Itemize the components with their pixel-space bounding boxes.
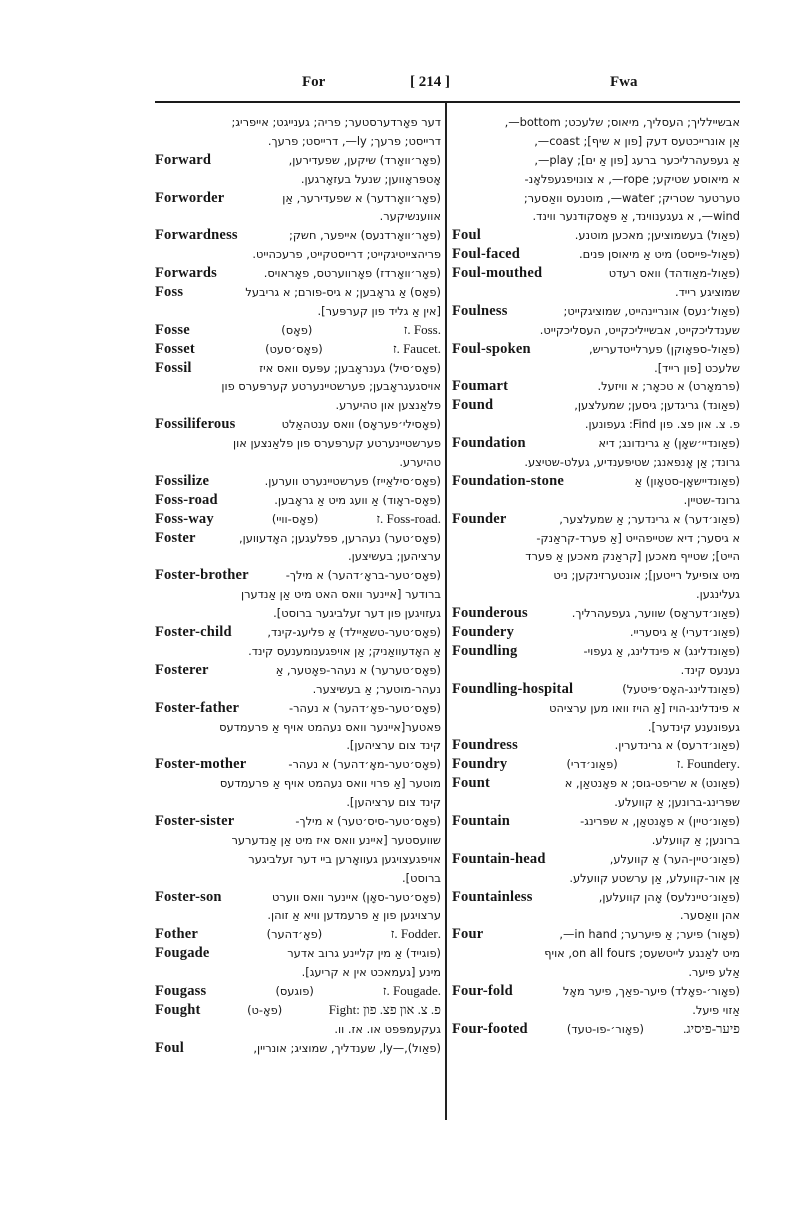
headword: Foster [155, 529, 196, 546]
definition-continuation-line [155, 736, 441, 755]
definition-continuation-line [155, 963, 441, 982]
dictionary-entry-line [452, 396, 740, 415]
yiddish-definition: נעהר-מוטער; אַ בעשיצער. [312, 681, 441, 696]
yiddish-definition: (פאַונ׳דרי) [566, 757, 618, 772]
headword: Foster-father [155, 699, 240, 716]
dictionary-entry-line [155, 415, 441, 434]
headword: Foundry [452, 756, 508, 773]
yiddish-definition: (פאַונדלינג-האָס׳פּיטעל) [622, 681, 740, 696]
definition-continuation-line [452, 661, 740, 680]
definition-continuation-line [452, 906, 740, 925]
headword: Forward [155, 151, 212, 168]
yiddish-definition: (פאָס) [281, 322, 313, 337]
yiddish-definition: (פאָס׳טער-פאָ׳דהער) א נעהר- [288, 700, 441, 715]
dictionary-entry-line [452, 736, 740, 755]
yiddish-definition: (פאָר׳וואָרדז) פאָרווערטס, פאָראויס. [263, 266, 441, 281]
definition-continuation-line [155, 642, 441, 661]
yiddish-definition: (פאָס-וויי) [271, 511, 319, 526]
yiddish-definition: (פאָס׳סילאַייז) פערשטיינערט ווערען. [264, 473, 441, 488]
yiddish-definition: (פאָס׳סיל) גענראָבען; עפּעס וואס איז [259, 360, 441, 375]
definition-continuation-line [452, 132, 740, 151]
yiddish-definition: געפונענע קינדער]. [647, 719, 740, 734]
yiddish-definition: (פרמאָרט) א טכאָר; א וויזעל. [597, 379, 740, 394]
dictionary-entry-line [452, 925, 740, 944]
yiddish-definition: (פאָס) אַ גראָבען; א גיס-פורם; א גריבעל [245, 285, 441, 300]
dictionary-entry-line [452, 302, 740, 321]
yiddish-definition: (פאַונ׳דרעס) א גרינדערין. [614, 738, 740, 753]
yiddish-definition: (פאָר׳וואָרדער) א שפעדירער, אַן [282, 190, 441, 205]
yiddish-definition: (פאָ-ט) [247, 1002, 283, 1017]
dictionary-entry-line [155, 812, 441, 831]
dictionary-entry-line [155, 661, 441, 680]
yiddish-definition: דרייסט; פרעך; ly—, דרייסט; פרעך. [267, 133, 441, 148]
yiddish-definition: אווענשיקער. [379, 209, 441, 224]
headword: Fought [155, 1001, 201, 1018]
headword: Foul [452, 227, 481, 244]
definition-continuation-line [155, 869, 441, 888]
yiddish-definition: אַן אור-קוועלע, אַן ערשטע קוועלע. [569, 870, 740, 885]
dictionary-entry-line [452, 850, 740, 869]
headword: Fountain-head [452, 850, 546, 867]
headword: Foundress [452, 737, 518, 754]
yiddish-definition: אבשיילליך; העסליך, מיאוס; שלעכט; bottom—, [504, 115, 740, 129]
dictionary-entry-line [155, 264, 441, 283]
dictionary-entry-line [155, 340, 441, 359]
yiddish-definition: פלאַנצען און טהיערע. [335, 398, 441, 413]
dictionary-entry-line [452, 774, 740, 793]
yiddish-definition: פאטער[איינער וואס נעהמט אויף אַ פרעמדעס [219, 719, 441, 734]
yiddish-definition: (פאַונדיי׳שאָן) אַ גרינדונג; דיא [598, 436, 740, 451]
definition-continuation-line [452, 189, 740, 208]
headword: Foumart [452, 378, 509, 395]
dictionary-entry-line [155, 359, 441, 378]
headword: Foul-faced [452, 246, 521, 263]
headword: Foulness [452, 302, 508, 319]
dictionary-entry-line [452, 510, 740, 529]
yiddish-definition: געלינגען. [696, 587, 740, 602]
yiddish-definition: אויסגעגראָבען; פערשטיינערטע קערפּערס פון [221, 379, 441, 394]
definition-continuation-line [452, 491, 740, 510]
dictionary-entry-line [452, 434, 740, 453]
yiddish-definition: (פאַונ׳טיינלעס) אָהן קוועלען, [598, 889, 740, 904]
definition-continuation-line [155, 793, 441, 812]
definition-continuation-line [155, 396, 441, 415]
definition-continuation-line [452, 699, 740, 718]
yiddish-definition: קינד צום ערציהען]. [346, 795, 441, 810]
definition-continuation-line [155, 774, 441, 793]
definition-continuation-line [155, 132, 441, 151]
definition-continuation-line [452, 585, 740, 604]
yiddish-definition: טהיערע. [399, 455, 441, 470]
definition-continuation-line [452, 113, 740, 132]
dictionary-entry-line [452, 472, 740, 491]
yiddish-definition: פערשטיינערטע קערפּערס פון פלאַנצען און [233, 436, 441, 451]
definition-continuation-line [452, 283, 740, 302]
definition-continuation-line [155, 245, 441, 264]
dictionary-entry-line [155, 529, 441, 548]
yiddish-definition: ברוסט]. [402, 870, 441, 885]
dictionary-entry-line [155, 1039, 441, 1058]
yiddish-definition: מיט לאַנגע לייטשעס; on all fours, אויף [544, 946, 740, 961]
headword: Fother [155, 926, 199, 943]
definition-continuation-line [155, 850, 441, 869]
dictionary-entry-line [155, 982, 441, 1001]
yiddish-definition: פריהצייטיגקייט; דרייסטקייט, פרעכהייט. [252, 247, 441, 262]
definition-continuation-line [452, 547, 740, 566]
column-divider [445, 103, 447, 1120]
cross-reference: .Foss-road .ז [376, 510, 441, 526]
definition-continuation-line [155, 831, 441, 850]
dictionary-entry-line [452, 755, 740, 774]
definition-continuation-line [155, 453, 441, 472]
yiddish-definition: מינע [געמאכט אין א קריעג]. [301, 965, 441, 980]
yiddish-definition: גרונד-שטיין. [683, 492, 740, 507]
headword: Foundling-hospital [452, 680, 574, 697]
headword: Foster-child [155, 624, 232, 641]
headword: Foul-mouthed [452, 265, 543, 282]
definition-continuation-line [452, 415, 740, 434]
yiddish-definition: דער פאָרדערסטער; פריה; גענייגט; אייפריג; [231, 115, 441, 129]
yiddish-definition: (פאַונ׳דעראָס) שווער, געפעהרליך. [571, 606, 740, 621]
headword: Fosse [155, 321, 190, 338]
yiddish-definition: ערצויגען פון אַ פרעמדען וויא אַ זוהן. [267, 908, 441, 923]
headword: Four-footed [452, 1020, 528, 1037]
yiddish-definition: אהן וואַסער. [679, 908, 740, 923]
definition-continuation-line [452, 718, 740, 737]
definition-continuation-line [452, 1001, 740, 1020]
dictionary-entry-line [452, 264, 740, 283]
yiddish-definition: (פאָס׳סעט) [265, 341, 323, 356]
yiddish-definition: (פוגייד) אַ מין קליינע גרוב אדער [287, 946, 441, 961]
yiddish-definition: (פאָ׳דהער) [266, 927, 323, 942]
yiddish-definition: (פאַול) בעשמוציען; מאכען מוטנע. [574, 228, 740, 243]
dictionary-entry-line [155, 888, 441, 907]
yiddish-definition: (פאַונ׳דערי) אַ גיסעריי. [629, 625, 740, 640]
yiddish-definition: (פאַול-מאַודהד) וואס רעדט [608, 266, 740, 281]
yiddish-definition: (פאַול-ספּאָוקן) פערלייטדעריש, [589, 341, 740, 356]
dictionary-entry-line [452, 642, 740, 661]
definition-continuation-line [452, 453, 740, 472]
dictionary-entry-line [452, 226, 740, 245]
yiddish-definition: שענדליכקייט, אבשייליכקייט, העסליכקייט. [539, 322, 740, 337]
headword: Foster-son [155, 888, 222, 905]
dictionary-entry-line [452, 245, 740, 264]
yiddish-definition: אַלע פיער. [688, 965, 740, 980]
dictionary-entry-line [155, 1001, 441, 1020]
definition-continuation-line [155, 718, 441, 737]
definition-continuation-line [452, 831, 740, 850]
definition-continuation-line [452, 529, 740, 548]
definition-continuation-line [155, 170, 441, 189]
headword: Four [452, 926, 484, 943]
right-guide-word: Fwa [610, 74, 638, 90]
yiddish-definition: (פאַונדיישאָן-סטאָון) אַ [634, 473, 740, 488]
yiddish-definition: ברודער [איינער וואס האט מיט אַן אַנדערן [241, 587, 441, 602]
yiddish-definition: אַ האָדעוואַניק; אַן אויפגענומענעס קינד. [248, 643, 441, 658]
definition-continuation-line [452, 170, 740, 189]
cross-reference: .Foss .ז [403, 321, 441, 337]
yiddish-definition: (פאַונ׳דער) א גרינדער; אַ שמעלצער, [559, 511, 740, 526]
definition-continuation-line [155, 207, 441, 226]
dictionary-entry-line [155, 283, 441, 302]
headword: Found [452, 397, 494, 414]
dictionary-entry-line [155, 189, 441, 208]
dictionary-entry-line [155, 151, 441, 170]
yiddish-definition: הייט]; שטייף מאכען [קראַנק מאכען אַ פערד [525, 549, 740, 564]
yiddish-definition: (פאַול׳נעס) אונריינהייט, שמוציגקייט; [563, 303, 740, 318]
definition-continuation-line [155, 434, 441, 453]
definition-continuation-line [155, 113, 441, 132]
headword: Foul-spoken [452, 340, 531, 357]
yiddish-definition: (פאַונט) א שריפט-גוס; א פאָנטאַן, א [564, 776, 740, 791]
dictionary-entry-line [155, 699, 441, 718]
yiddish-definition: (פאָס׳טער) נעהרען, פפלעגען; האָדעווען, [238, 530, 441, 545]
definition-continuation-line [155, 585, 441, 604]
yiddish-definition: (פאַונדלינג) א פינדלינג, אַ געפוי- [583, 643, 740, 658]
dictionary-entry-line [452, 604, 740, 623]
headword: Four-fold [452, 982, 513, 999]
headword: Fougade [155, 945, 210, 962]
definition-continuation-line [155, 680, 441, 699]
yiddish-definition: (פאָס׳טער-בראָ׳דהער) א מילך- [285, 568, 441, 583]
yiddish-definition: אַ געפעהרליכער ברעג [פון אַ ים]; play—, [534, 152, 740, 167]
dictionary-entry-line [452, 1020, 740, 1039]
cross-reference: פיער-פיסיג. [683, 1020, 740, 1036]
yiddish-definition: (פאַונ׳טיין) א פאָנטאַן, א שפּרינג- [580, 813, 740, 828]
headword: Foul [155, 1039, 184, 1056]
yiddish-definition: פ. צ. און פצ. פון Find: געפונען. [584, 417, 740, 432]
definition-continuation-line [155, 377, 441, 396]
definition-continuation-line [155, 302, 441, 321]
headword: Founderous [452, 605, 528, 622]
dictionary-entry-line [452, 623, 740, 642]
yiddish-definition: אויפגעצויגען געוואָרען ביי דער זעלביגער [248, 851, 441, 866]
running-header [155, 74, 740, 96]
yiddish-definition: טערטער שטריק; water—, מוטנעס וואַסער; [523, 190, 740, 205]
definition-continuation-line [452, 151, 740, 170]
page-number: [ 214 ] [410, 74, 450, 90]
dictionary-entry-line [155, 510, 441, 529]
yiddish-definition: א פינדלינג-הויז [אַ הויז וואו מען ערציהט [549, 700, 740, 715]
yiddish-definition: מיט צופיעל רייטען]; אונטערזינקען; ניט [553, 568, 740, 583]
definition-continuation-line [452, 566, 740, 585]
dictionary-entry-line [155, 472, 441, 491]
dictionary-entry-line [452, 377, 740, 396]
yiddish-definition: שלעכט [פון רייד]. [654, 360, 740, 375]
definition-continuation-line [155, 906, 441, 925]
dictionary-entry-line [452, 812, 740, 831]
yiddish-definition: (פאַול-פייסט) מיט אַ מיאוסן פּנים. [579, 247, 740, 262]
yiddish-definition: (פאָר׳וואָרדנעס) אייפער, חשק; [288, 228, 441, 243]
headword: Fountainless [452, 888, 533, 905]
headword: Fossil [155, 359, 192, 376]
headword: Forworder [155, 189, 225, 206]
yiddish-definition: wind—, א געגענווינד, אַ פאָסקודנער ווינד. [532, 209, 740, 224]
headword: Fossiliferous [155, 416, 236, 433]
yiddish-definition: (פאַונ׳טיין-הער) אַ קוועלע, [609, 851, 740, 866]
headword: Foundery [452, 624, 515, 641]
cross-reference: .Faucet .ז [392, 340, 441, 356]
yiddish-definition: (פאָס׳טער-סאָן) איינער וואס ווערט [272, 889, 441, 904]
yiddish-definition: (פאָר׳וואָרד) שיקען, שפעדירען, [288, 152, 441, 167]
yiddish-definition: (פוגעס) [275, 983, 314, 998]
definition-continuation-line [155, 604, 441, 623]
definition-continuation-line [452, 793, 740, 812]
dictionary-entry-line [452, 680, 740, 699]
definition-continuation-line [452, 944, 740, 963]
dictionary-entry-line [155, 321, 441, 340]
yiddish-definition: קינד צום ערציהען]. [346, 738, 441, 753]
yiddish-definition: (פאָס-ראָוד) אַ וועג מיט אַ גראָבען. [274, 492, 441, 507]
headword: Fougass [155, 982, 207, 999]
yiddish-definition: שפּרינג-ברונען; אַ קוועלע. [614, 795, 740, 810]
definition-continuation-line [155, 1020, 441, 1039]
dictionary-entry-line [452, 982, 740, 1001]
definition-continuation-line [452, 321, 740, 340]
yiddish-definition: (פאַונד) גריגדען; גיסען; שמעלצען, [574, 398, 740, 413]
yiddish-definition: (פאָס׳טערער) א נעהר-פאָטער, אַ [275, 662, 441, 677]
dictionary-entry-line [155, 566, 441, 585]
dictionary-entry-line [155, 623, 441, 642]
dictionary-entry-line [452, 888, 740, 907]
yiddish-definition: שמוציגע רייד. [674, 285, 740, 300]
cross-reference: .Fougade .ז [382, 982, 441, 998]
headword: Foundation-stone [452, 472, 564, 489]
dictionary-entry-line [155, 491, 441, 510]
headword: Fount [452, 775, 491, 792]
yiddish-definition: (פאָס׳טער-מאָ׳דהער) א נעהר- [288, 757, 441, 772]
yiddish-definition: גרונד; אַן אָנפאנג; שטיפּענדיע, געלט-שטיצע. [524, 455, 740, 470]
cross-reference: פ. צ. און פצ. פון :Fight [328, 1001, 441, 1017]
definition-continuation-line [452, 207, 740, 226]
headword: Foss [155, 284, 184, 301]
dictionary-entry-line [155, 755, 441, 774]
headword: Fosset [155, 340, 195, 357]
yiddish-definition: געזויגען פון דער זעלביגער ברוסט]. [273, 606, 441, 621]
yiddish-definition: ערציהען; בעשיצען. [348, 549, 441, 564]
yiddish-definition: מוטער [אַ פרוי וואס נעהמט אויף אַ פרעמדעס [219, 776, 441, 791]
left-column [155, 113, 441, 1058]
yiddish-definition: אַן אונרייכטעס דעק [פון א שיף]; coast—, [534, 133, 740, 148]
yiddish-definition: שוועסטער [איינע וואס איז מיט אַן אַנדערער [231, 832, 441, 847]
yiddish-definition: אַזוי פיעל. [692, 1002, 740, 1017]
yiddish-definition: (פאָס׳טער-טשאַיילד) אַ פליעג-קינד, [267, 625, 441, 640]
headword: Fosterer [155, 661, 209, 678]
dictionary-entry-line [155, 925, 441, 944]
headword: Foster-sister [155, 812, 235, 829]
yiddish-definition: ברונען; אַ קוועלע. [651, 832, 740, 847]
yiddish-definition: א גיסער; דיא שטייפהייט [אַ פערד-קראַנק- [536, 530, 740, 545]
right-column [452, 113, 740, 1039]
left-guide-word: For [302, 74, 326, 90]
headword: Forwardness [155, 227, 238, 244]
header-rule [155, 101, 740, 103]
definition-continuation-line [452, 963, 740, 982]
headword: Foss-way [155, 510, 214, 527]
dictionary-entry-line [155, 226, 441, 245]
dictionary-entry-line [452, 340, 740, 359]
headword: Foundation [452, 435, 526, 452]
headword: Fossilize [155, 472, 210, 489]
yiddish-definition: אָטפּראָווען; שנעל בעזאָרגען. [300, 171, 441, 186]
headword: Foss-road [155, 491, 218, 508]
cross-reference: .Fodder .ז [390, 926, 441, 942]
yiddish-definition: (פאַול),—ly, שענדליך, שמוציג; אונריין, [253, 1040, 441, 1055]
cross-reference: .Foundery .ז [676, 756, 740, 772]
yiddish-definition: געקעמפּפט או. אז. וו. [334, 1021, 441, 1036]
headword: Foundling [452, 642, 518, 659]
yiddish-definition: (פאָור׳-פו-טעד) [566, 1021, 644, 1036]
yiddish-definition: (פאָסילי׳פעראָס) וואס ענטהאַלט [281, 417, 441, 432]
yiddish-definition: נענעס קינד. [680, 662, 740, 677]
dictionary-entry-line [155, 944, 441, 963]
yiddish-definition: [אין אַ גליד פון קערפּער]. [317, 303, 441, 318]
headword: Fountain [452, 812, 511, 829]
headword: Foster-brother [155, 567, 249, 584]
headword: Foster-mother [155, 756, 247, 773]
definition-continuation-line [155, 547, 441, 566]
definition-continuation-line [452, 359, 740, 378]
yiddish-definition: (פאָור׳-פאָלד) פיער-פאַך, פיער מאָל [562, 983, 740, 998]
headword: Founder [452, 510, 507, 527]
yiddish-definition: (פאָס׳טער-סיס׳טער) א מילך- [295, 813, 441, 828]
definition-continuation-line [452, 869, 740, 888]
yiddish-definition: (פאָור) פיער; אַ פיערער; in hand—, [559, 927, 740, 942]
yiddish-definition: א מיאוסע שטיקע; rope—, א צונויפגעפלאָנ- [524, 171, 740, 186]
headword: Forwards [155, 265, 218, 282]
